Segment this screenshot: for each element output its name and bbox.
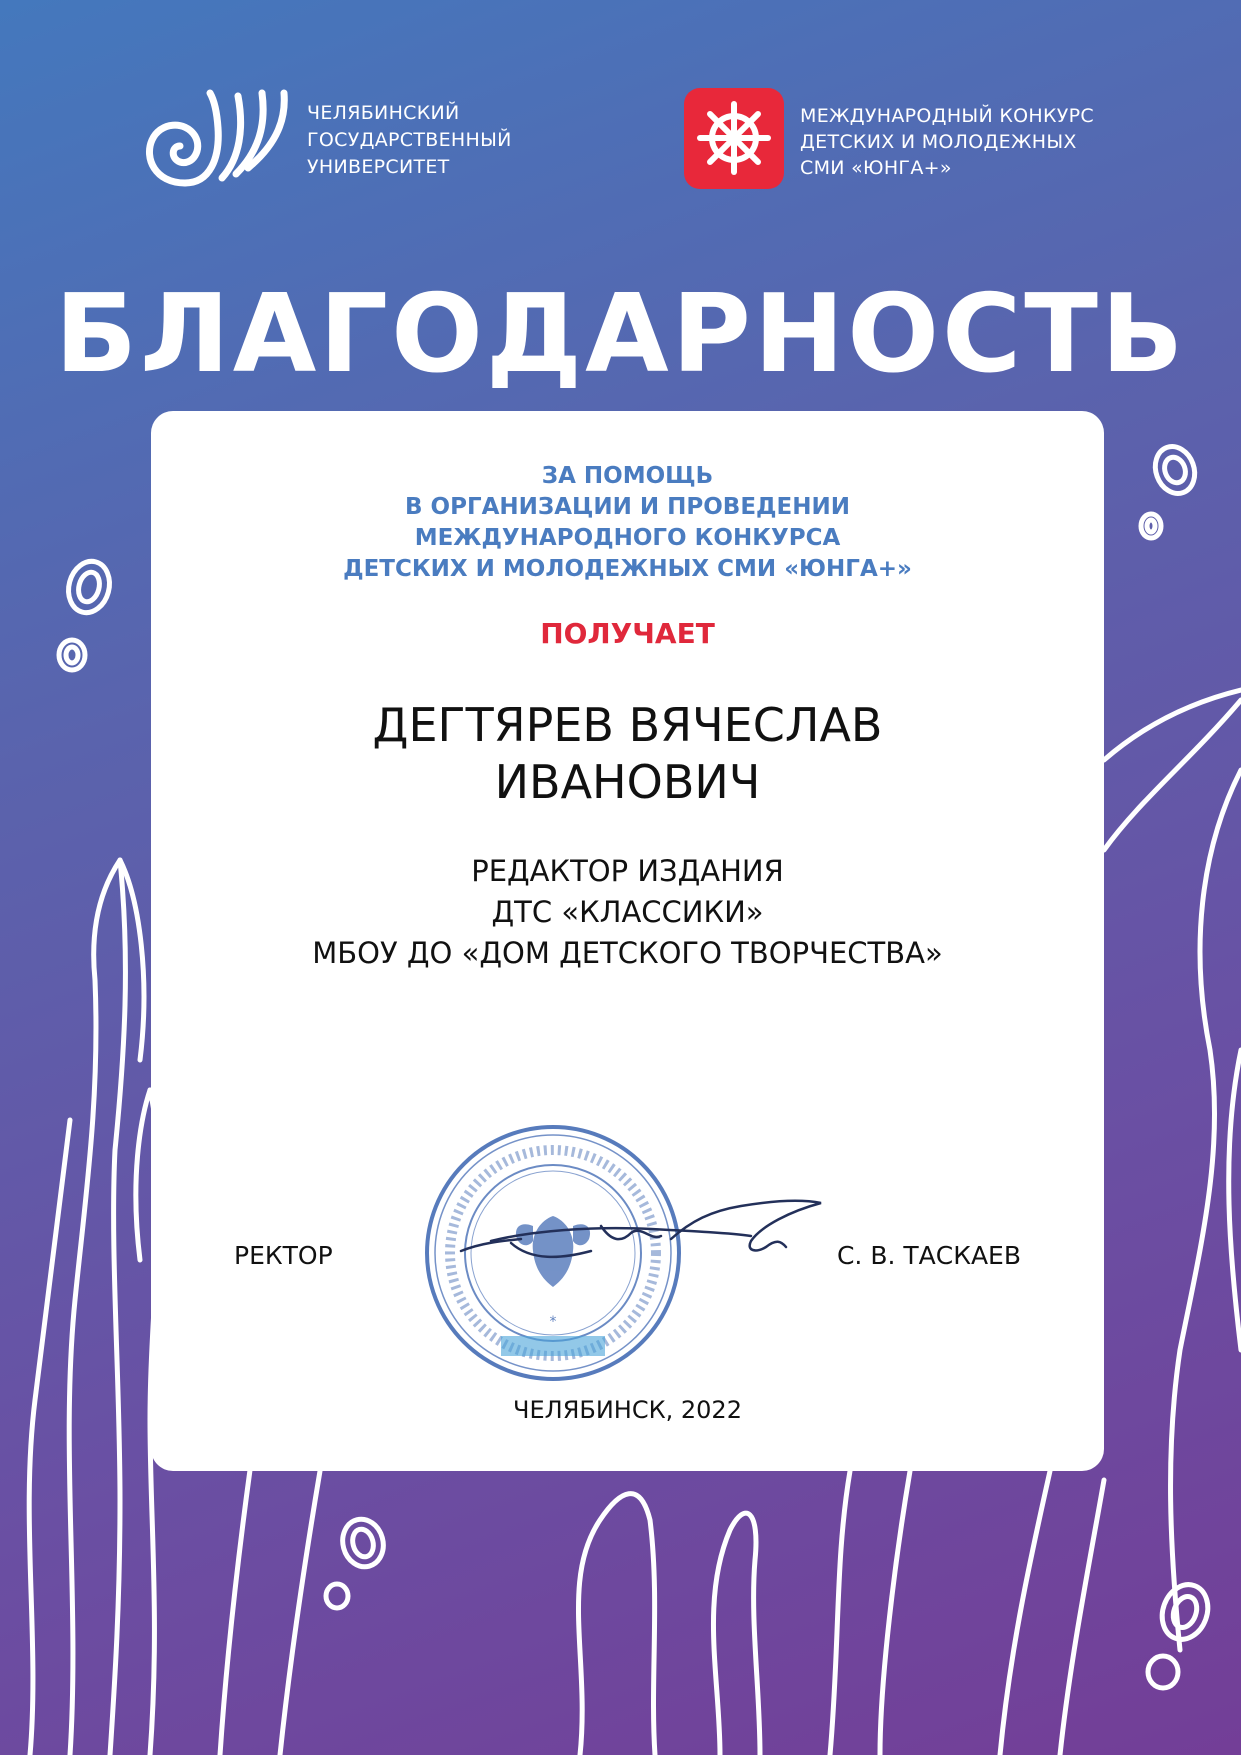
- page-title: БЛАГОДАРНОСТЬ: [54, 272, 1187, 397]
- recipient-position-line: МБОУ ДО «ДОМ ДЕТСКОГО ТВОРЧЕСТВА»: [312, 936, 943, 970]
- signature: [451, 1181, 831, 1291]
- recipient-position: [151, 851, 1104, 974]
- svg-text:*: *: [549, 1314, 557, 1330]
- recipient-position-line: ДТС «КЛАССИКИ»: [491, 895, 764, 929]
- university-name-line: ГОСУДАРСТВЕННЫЙ: [307, 129, 512, 151]
- contest-name-line: СМИ «ЮНГА+»: [800, 157, 952, 179]
- contest-name-line: МЕЖДУНАРОДНЫЙ КОНКУРС: [800, 105, 1094, 127]
- award-reason-line: ДЕТСКИХ И МОЛОДЕЖНЫХ СМИ «ЮНГА+»: [343, 556, 912, 582]
- ship-wheel-icon: [684, 88, 784, 189]
- chelsu-shell-icon: [140, 88, 290, 192]
- recipient-name-line: ИВАНОВИЧ: [494, 755, 761, 809]
- university-name: [307, 100, 512, 181]
- award-reason: [151, 461, 1104, 585]
- award-reason-line: ЗА ПОМОЩЬ: [541, 463, 714, 489]
- city-year: ЧЕЛЯБИНСК, 2022: [513, 1396, 742, 1424]
- award-reason-line: МЕЖДУНАРОДНОГО КОНКУРСА: [414, 525, 841, 551]
- university-name-line: ЧЕЛЯБИНСКИЙ: [307, 102, 460, 124]
- recipient-name-line: ДЕГТЯРЕВ ВЯЧЕСЛАВ: [372, 698, 883, 752]
- signatory-title: РЕКТОР: [234, 1241, 333, 1270]
- receives-label: ПОЛУЧАЕТ: [540, 617, 715, 650]
- recipient-name: [151, 697, 1104, 811]
- contest-name-line: ДЕТСКИХ И МОЛОДЕЖНЫХ: [800, 131, 1077, 153]
- university-name-line: УНИВЕРСИТЕТ: [307, 156, 450, 178]
- signatory-name: С. В. ТАСКАЕВ: [836, 1241, 1021, 1270]
- recipient-position-line: РЕДАКТОР ИЗДАНИЯ: [471, 854, 784, 888]
- contest-name: [800, 103, 1094, 181]
- certificate-card: [151, 411, 1104, 1471]
- award-reason-line: В ОРГАНИЗАЦИИ И ПРОВЕДЕНИИ: [405, 494, 850, 520]
